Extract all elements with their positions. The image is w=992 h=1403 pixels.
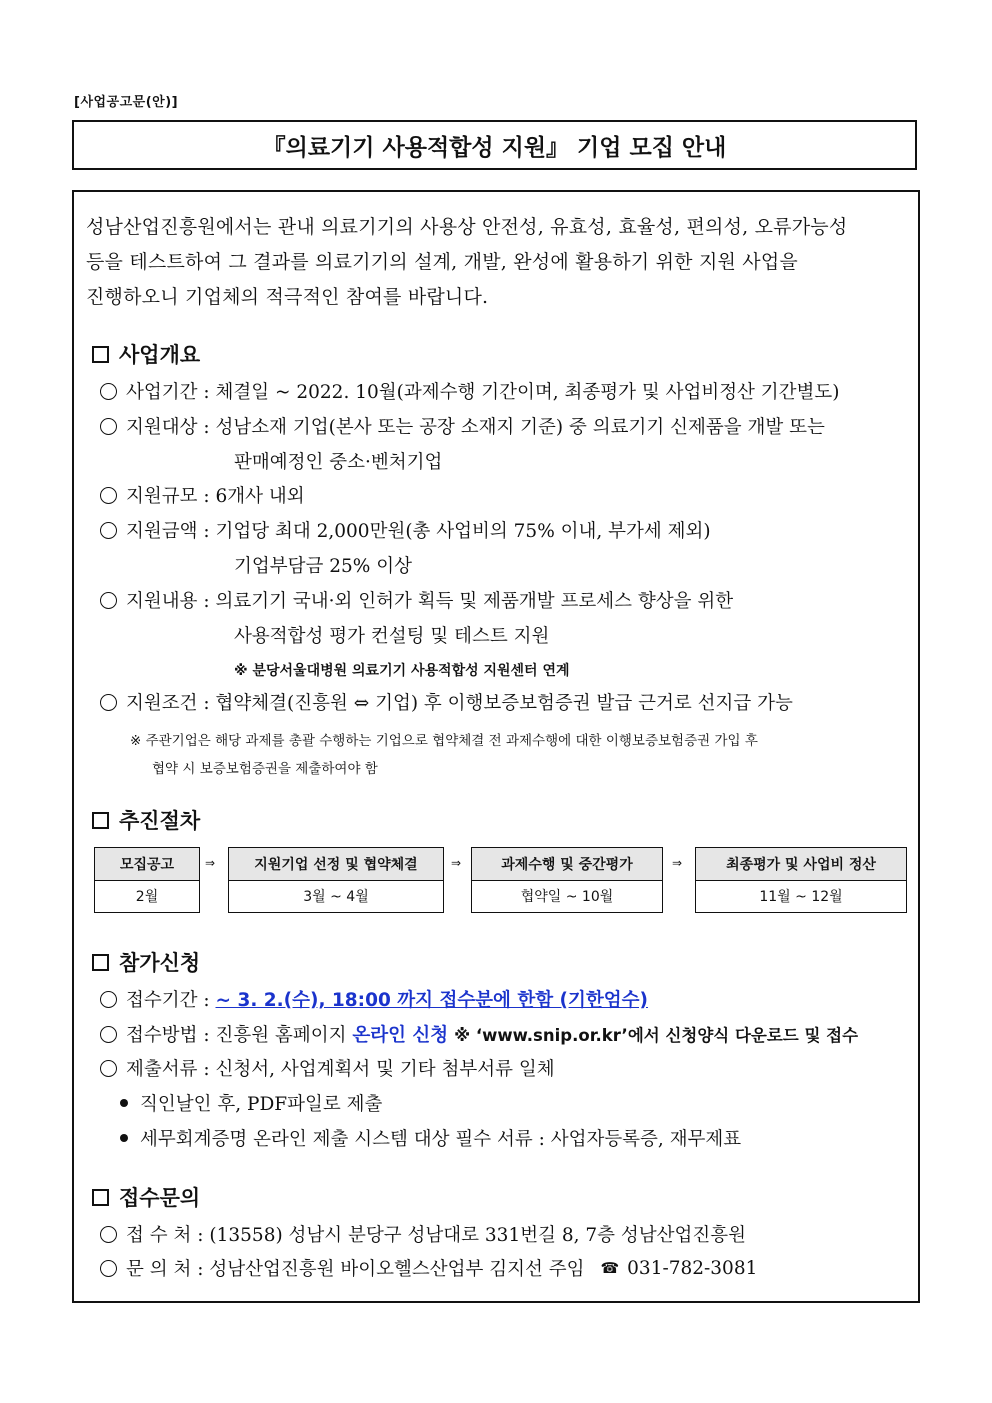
document-tag: [사업공고문(안)] xyxy=(74,95,179,110)
inquiry-place-label: 접 수 처 : xyxy=(126,1225,204,1246)
circle-bullet-icon xyxy=(100,1226,117,1243)
page-title-text: 『의료기기 사용적합성 지원』 기업 모집 안내 xyxy=(262,134,727,161)
procedure-step-3 xyxy=(471,847,663,913)
circle-bullet-icon xyxy=(100,1026,117,1043)
overview-condition-note-1: ※ 주관기업은 해당 과제를 총괄 수행하는 기업으로 협약체결 전 과제수행에 대한 이행보증보험증권 가입 후 xyxy=(130,733,758,749)
overview-amount-row xyxy=(100,517,711,543)
procedure-step-4 xyxy=(695,847,907,913)
section-inquiry-heading xyxy=(92,1182,200,1212)
overview-target-value-2: 판매예정인 중소·벤처기업 xyxy=(234,452,443,473)
circle-bullet-icon xyxy=(100,487,117,504)
page-title xyxy=(72,120,917,170)
section-application-heading xyxy=(92,947,200,977)
overview-condition-row xyxy=(100,689,793,715)
overview-content-row xyxy=(100,587,733,613)
circle-bullet-icon xyxy=(100,1260,117,1277)
intro-line-2: 등을 테스트하여 그 결과를 의료기기의 설계, 개발, 완성에 활용하기 위한 지원 사업을 xyxy=(86,251,798,273)
inquiry-place-value: (13558) 성남시 분당구 성남대로 331번길 8, 7층 성남산업진흥원 xyxy=(209,1225,746,1246)
circle-bullet-icon xyxy=(100,522,117,539)
overview-scale-label: 지원규모 : xyxy=(126,486,210,507)
inquiry-contact-row xyxy=(100,1255,757,1281)
overview-target-label: 지원대상 : xyxy=(126,417,210,438)
overview-amount-value-1: 기업당 최대 2,000만원(총 사업비의 75% 이내, 부가세 제외) xyxy=(215,521,711,542)
inquiry-place-row xyxy=(100,1221,746,1247)
overview-content-value-2: 사용적합성 평가 컨설팅 및 테스트 지원 xyxy=(234,626,550,647)
arrow-right-icon: ⇒ xyxy=(451,856,462,870)
procedure-step-1-title: 모집공고 xyxy=(95,848,199,881)
overview-condition-label: 지원조건 : xyxy=(126,693,210,714)
procedure-step-2-title: 지원기업 선정 및 협약체결 xyxy=(229,848,443,881)
overview-amount-value-2: 기업부담금 25% 이상 xyxy=(234,556,412,577)
application-bullet-2 xyxy=(120,1125,741,1151)
procedure-step-1 xyxy=(94,847,200,913)
section-overview-heading xyxy=(92,339,200,369)
overview-content-note: ※ 분당서울대병원 의료기기 사용적합성 지원센터 연계 xyxy=(234,663,570,679)
checkbox-square-icon xyxy=(92,812,109,829)
circle-bullet-icon xyxy=(100,1060,117,1077)
overview-scale-row xyxy=(100,482,305,508)
overview-content-label: 지원내용 : xyxy=(126,591,210,612)
application-docs-row xyxy=(100,1055,555,1081)
inquiry-phone-number: 031-782-3081 xyxy=(627,1257,758,1279)
overview-period-value: 체결일 ~ 2022. 10월(과제수행 기간이며, 최종평가 및 사업비정산 기간별도) xyxy=(215,382,840,403)
main-content-box xyxy=(72,190,920,1303)
inquiry-contact-label: 문 의 처 : xyxy=(126,1259,204,1280)
application-docs-value: 신청서, 사업계획서 및 기타 첨부서류 일체 xyxy=(215,1059,555,1080)
checkbox-square-icon xyxy=(92,346,109,363)
application-docs-label: 제출서류 : xyxy=(126,1059,210,1080)
application-bullet-1-text: 직인날인 후, PDF파일로 제출 xyxy=(140,1094,383,1115)
application-method-label: 접수방법 : xyxy=(126,1025,210,1046)
overview-target-row xyxy=(100,413,825,439)
application-period-row xyxy=(100,986,648,1012)
bullet-dot-icon xyxy=(120,1134,128,1142)
intro-line-3: 진행하오니 기업체의 적극적인 참여를 바랍니다. xyxy=(86,286,489,308)
overview-scale-value: 6개사 내외 xyxy=(215,486,305,507)
circle-bullet-icon xyxy=(100,592,117,609)
application-bullet-1 xyxy=(120,1090,382,1116)
application-method-note: ※ ‘www.snip.or.kr’에서 신청양식 다운로드 및 접수 xyxy=(454,1026,859,1045)
procedure-step-2 xyxy=(228,847,444,913)
section-procedure-heading xyxy=(92,805,200,835)
arrow-right-icon: ⇒ xyxy=(672,856,683,870)
procedure-step-4-title: 최종평가 및 사업비 정산 xyxy=(696,848,906,881)
circle-bullet-icon xyxy=(100,383,117,400)
checkbox-square-icon xyxy=(92,1189,109,1206)
section-application-title: 참가신청 xyxy=(119,951,201,975)
circle-bullet-icon xyxy=(100,694,117,711)
overview-target-value-1: 성남소재 기업(본사 또는 공장 소재지 기준) 중 의료기기 신제품을 개발 또는 xyxy=(215,417,825,438)
overview-condition-note-2: 협약 시 보증보험증권을 제출하여야 함 xyxy=(152,761,378,777)
bullet-dot-icon xyxy=(120,1099,128,1107)
circle-bullet-icon xyxy=(100,991,117,1008)
application-method-prefix: 진흥원 홈페이지 xyxy=(215,1025,347,1046)
checkbox-square-icon xyxy=(92,954,109,971)
section-overview-title: 사업개요 xyxy=(119,343,201,367)
procedure-step-3-title: 과제수행 및 중간평가 xyxy=(472,848,662,881)
application-method-online: 온라인 신청 xyxy=(352,1025,449,1046)
procedure-step-4-period: 11월 ~ 12월 xyxy=(759,889,843,905)
inquiry-contact-value: 성남산업진흥원 바이오헬스산업부 김지선 주임 xyxy=(209,1259,585,1280)
circle-bullet-icon xyxy=(100,418,117,435)
section-procedure-title: 추진절차 xyxy=(119,809,201,833)
application-method-row xyxy=(100,1021,858,1047)
procedure-step-1-period: 2월 xyxy=(135,889,159,905)
section-inquiry-title: 접수문의 xyxy=(119,1186,201,1210)
overview-period-row xyxy=(100,378,840,404)
overview-period-label: 사업기간 : xyxy=(126,382,210,403)
application-bullet-2-text: 세무회계증명 온라인 제출 시스템 대상 필수 서류 : 사업자등록증, 재무제표 xyxy=(140,1129,742,1150)
procedure-step-3-period: 협약일 ~ 10월 xyxy=(520,889,614,905)
arrow-right-icon: ⇒ xyxy=(205,856,216,870)
application-period-value: ~ 3. 2.(수), 18:00 까지 접수분에 한함 (기한엄수) xyxy=(215,990,648,1011)
overview-content-value-1: 의료기기 국내·외 인허가 획득 및 제품개발 프로세스 향상을 위한 xyxy=(215,591,734,612)
overview-condition-value: 협약체결(진흥원 ⇔ 기업) 후 이행보증보험증권 발급 근거로 선지급 가능 xyxy=(215,693,793,714)
phone-icon: ☎ xyxy=(600,1259,620,1277)
intro-line-1: 성남산업진흥원에서는 관내 의료기기의 사용상 안전성, 유효성, 효율성, 편의성, 오류가능성 xyxy=(86,216,848,238)
procedure-step-2-period: 3월 ~ 4월 xyxy=(303,889,369,905)
overview-amount-label: 지원금액 : xyxy=(126,521,210,542)
application-period-label: 접수기간 : xyxy=(126,990,210,1011)
